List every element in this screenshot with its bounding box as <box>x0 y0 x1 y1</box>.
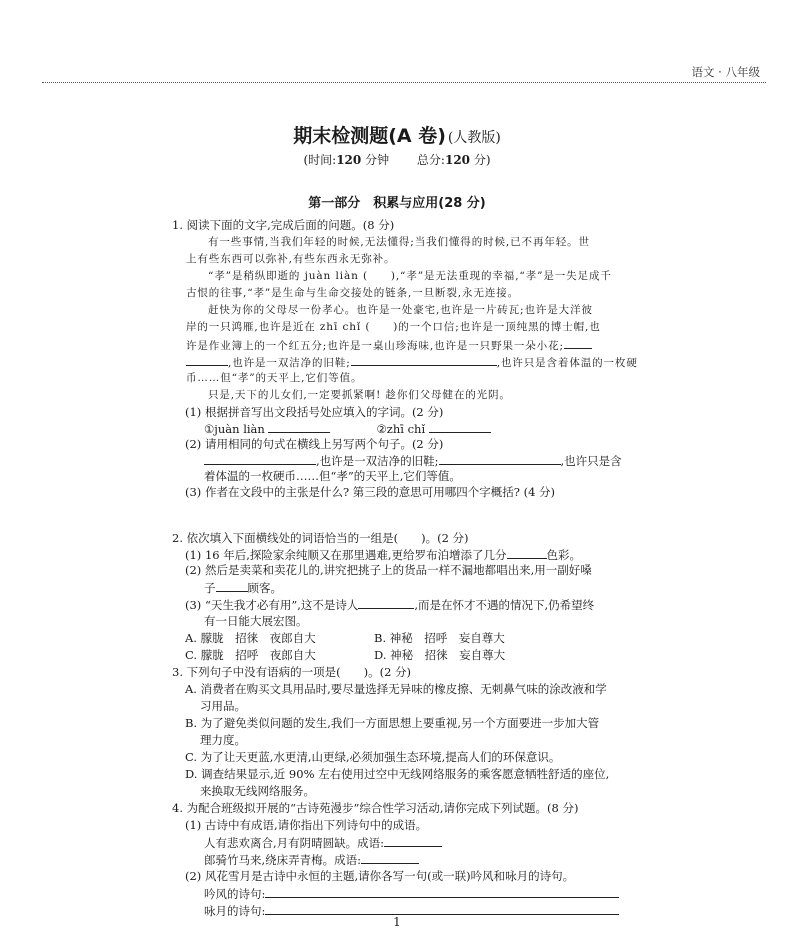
title-main: 期末检测题(A 卷) <box>293 125 446 147</box>
q2-option-c[interactable]: C. 朦胧 招呼 夜郎自大 <box>185 648 316 662</box>
q2-item-text: 色彩。 <box>546 548 582 562</box>
answer-blank[interactable] <box>216 580 248 592</box>
q2-item: (2) 然后是卖菜和卖花儿的,讲究把挑子上的货品一样不漏地都唱出来,用一副好嗓 <box>185 563 592 577</box>
q1-passage-line <box>186 337 592 353</box>
q1-passage-line: 有一些事情,当我们年轻的时候,无法懂得;当我们懂得的时候,已不再年轻。世 <box>208 236 590 248</box>
answer-blank[interactable] <box>265 903 619 915</box>
q4-poem-text: 郎骑竹马来,绕床弄青梅。成语: <box>204 853 362 867</box>
q4-wind-line <box>204 886 619 901</box>
q1-sentence-text: ,也许只是含 <box>560 454 622 468</box>
answer-blank[interactable] <box>439 453 561 465</box>
q1-passage-line: 只是,天下的儿女们,一定要抓紧啊! 趁你们父母健在的光阴。 <box>208 389 511 401</box>
q1-subquestion-3: (3) 作者在文段中的主张是什么? 第三段的意思可用哪四个字概括? (4 分) <box>185 485 556 499</box>
q1-sentence-line: 着体温的一枚硬币……但“孝”的天平上,它们等值。 <box>204 469 461 483</box>
header-divider <box>42 82 766 83</box>
q2-option-a[interactable]: A. 朦胧 招徕 夜郎自大 <box>185 631 316 645</box>
q1-pinyin-answers <box>204 421 491 436</box>
q3-option-b-cont: 理力度。 <box>200 733 246 747</box>
exam-info <box>0 151 794 168</box>
answer-blank[interactable] <box>204 453 316 465</box>
q1-passage-line: 古恨的往事,“孝”是生命与生命交接处的链条,一旦断裂,永无连接。 <box>186 287 520 299</box>
q4-idiom-line <box>204 835 442 850</box>
q1-passage-line: 赶快为你的父母尽一份孝心。也许是一处豪宅,也许是一片砖瓦;也许是大洋彼 <box>208 304 593 316</box>
page-title <box>0 121 794 148</box>
answer-blank[interactable] <box>384 835 442 847</box>
q2-item-text: 子 <box>204 581 216 595</box>
score-label: 总分: <box>416 153 445 167</box>
q1-passage-line: 岸的一只鸿雁,也许是近在 zhī chǐ ( )的一个口信;也许是一顶纯黑的博士帽,也 <box>186 321 601 333</box>
q2-item-text: (3) “天生我才必有用”,这不是诗人 <box>185 598 359 612</box>
score-unit: 分) <box>473 153 491 167</box>
q1-passage-line: 上有些东西可以弥补,有些东西永无弥补。 <box>186 253 396 265</box>
q3-option-d-cont: 来换取无线网络服务。 <box>200 784 315 798</box>
q1-passage-text: ,也许只是含着体温的一枚硬 <box>496 357 638 369</box>
q3-option-c[interactable]: C. 为了让天更蓝,水更清,山更绿,必须加强生态环境,提高人们的环保意识。 <box>185 750 561 764</box>
q1-sentence-text: ,也许是一双洁净的旧鞋; <box>316 454 439 468</box>
q2-option-b[interactable]: B. 神秘 招呼 妄自尊大 <box>374 631 505 645</box>
q2-item-text: 顾客。 <box>247 581 282 595</box>
answer-blank[interactable] <box>186 354 228 366</box>
answer-blank[interactable] <box>361 852 419 864</box>
q1-passage-line: “孝”是稍纵即逝的 juàn liàn ( ),“孝”是无法重现的幸福,“孝”是一失足成千 <box>208 270 612 282</box>
q1-passage-text: 许是作业簿上的一个红五分;也许是一桌山珍海味,也许是一只野果一朵小花; <box>186 340 564 352</box>
q2-option-d[interactable]: D. 神秘 招徕 妄自尊大 <box>374 648 506 662</box>
section-heading: 第一部分 积累与应用(28 分) <box>308 196 486 211</box>
time-value: 120 <box>336 153 362 167</box>
q3-option-a[interactable]: A. 消费者在购买文具用品时,要尽量选择无异味的橡皮擦、无刺鼻气味的涂改液和学 <box>185 682 607 696</box>
q2-item-text: (1) 16 年后,探险家余纯顺又在那里遇难,更给罗布泊增添了几分 <box>185 548 507 562</box>
q1-stem: 1. 阅读下面的文字,完成后面的问题。(8 分) <box>172 218 395 232</box>
q2-item <box>204 580 282 595</box>
q2-item: 有一日能大展宏图。 <box>204 614 308 628</box>
answer-blank[interactable] <box>265 886 619 898</box>
q3-stem: 3. 下列句子中没有语病的一项是( )。(2 分) <box>172 665 412 679</box>
answer-blank[interactable] <box>351 354 497 366</box>
answer-blank[interactable] <box>268 421 330 433</box>
title-edition: (人教版) <box>447 130 501 146</box>
answer-blank[interactable] <box>507 547 547 559</box>
q4-stem: 4. 为配合班级拟开展的“古诗苑漫步”综合性学习活动,请你完成下列试题。(8 分) <box>172 801 579 815</box>
moon-poem-label: 咏月的诗句: <box>204 904 266 918</box>
time-label: (时间: <box>303 153 337 167</box>
grade-label: 语文 · 八年级 <box>691 65 760 79</box>
wind-poem-label: 吟风的诗句: <box>204 887 266 901</box>
q1-passage-line: 币……但“孝”的天平上,它们等值。 <box>186 372 363 384</box>
score-value: 120 <box>444 153 471 167</box>
answer-blank[interactable] <box>358 597 414 609</box>
page-number: 1 <box>393 915 401 929</box>
q4-idiom-line <box>204 852 419 867</box>
answer-blank[interactable] <box>564 337 592 349</box>
q1-passage-line <box>186 354 638 370</box>
q2-item <box>185 597 594 612</box>
q1-sentence-line <box>204 453 622 468</box>
q3-option-a-cont: 习用品。 <box>200 699 246 713</box>
q4-poem-text: 人有悲欢离合,月有阴晴圆缺。成语: <box>204 836 385 850</box>
q2-item-text: ,而是在怀才不遇的情况下,仍希望终 <box>414 598 595 612</box>
answer-blank[interactable] <box>429 421 491 433</box>
pinyin-label: ②zhī chǐ <box>376 422 426 436</box>
q1-passage-text: ,也许是一双洁净的旧鞋; <box>228 357 351 369</box>
q2-item <box>185 547 581 562</box>
time-unit: 分钟 <box>365 153 390 167</box>
pinyin-label: ①juàn liàn <box>204 422 265 436</box>
q1-subquestion-2: (2) 请用相同的句式在横线上另写两个句子。(2 分) <box>185 437 444 451</box>
q3-option-d[interactable]: D. 调查结果显示,近 90% 左右使用过空中无线网络服务的乘客愿意牺牲舒适的座位, <box>185 767 610 781</box>
q1-subquestion-1: (1) 根据拼音写出文段括号处应填入的字词。(2 分) <box>185 405 444 419</box>
q4-subquestion-1: (1) 古诗中有成语,请你指出下列诗句中的成语。 <box>185 818 428 832</box>
q2-stem: 2. 依次填入下面横线处的词语恰当的一组是( )。(2 分) <box>172 531 469 545</box>
q3-option-b[interactable]: B. 为了避免类似问题的发生,我们一方面思想上要重视,另一个方面要进一步加大管 <box>185 716 600 730</box>
q4-subquestion-2: (2) 风花雪月是古诗中永恒的主题,请你各写一句(或一联)吟风和咏月的诗句。 <box>185 869 575 883</box>
